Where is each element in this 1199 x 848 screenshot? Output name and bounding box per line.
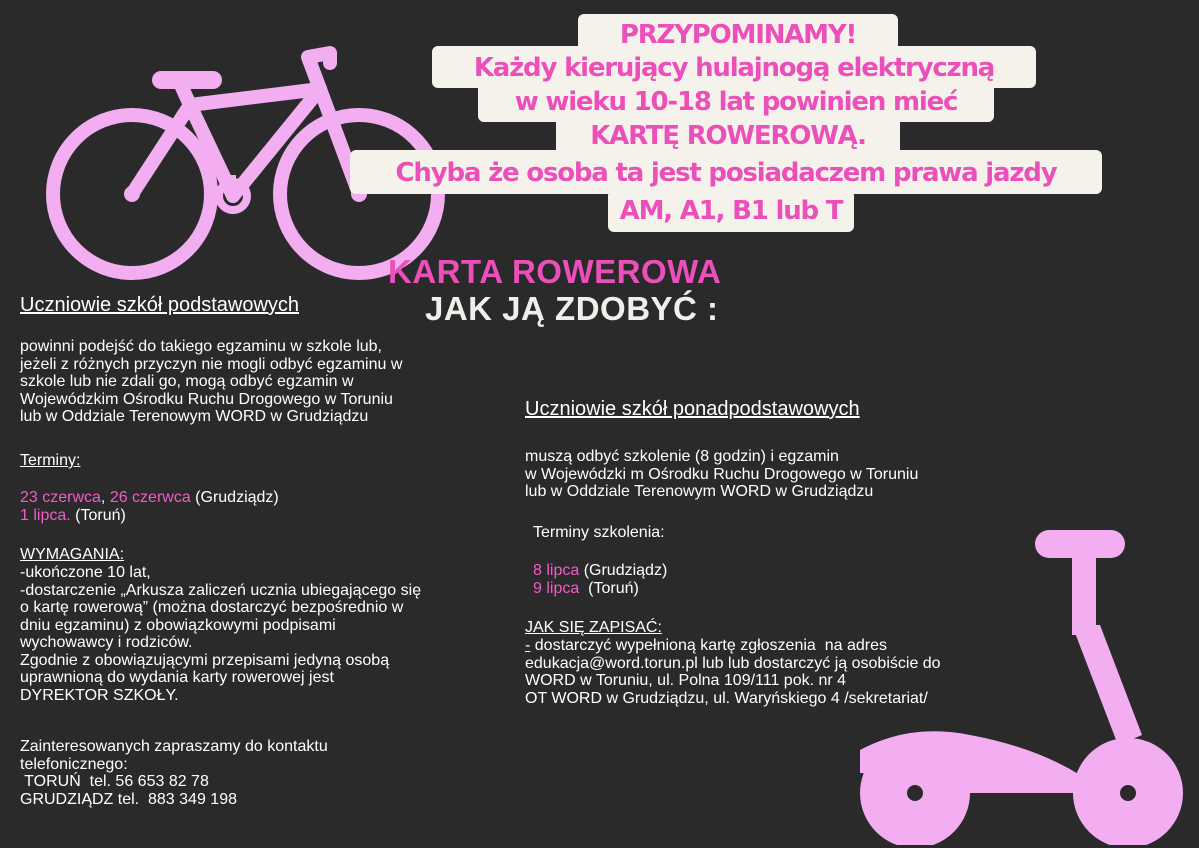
signup-line: OT WORD w Grudziądzu, ul. Waryńskiego 4 /sekretariat/: [525, 689, 928, 707]
primary-terms-label: Terminy:: [20, 452, 81, 469]
primary-intro-line: Wojewódzkim Ośrodku Ruchu Drogowego w Toruniu: [20, 390, 393, 408]
signup-email-line[interactable]: edukacja@word.torun.pl lub lub dostarczyć ją osobiście do: [525, 654, 941, 672]
term-date: 1 lipca.: [20, 506, 71, 524]
signup-text: dostarczyć wypełnioną kartę zgłoszenia na adres: [530, 637, 887, 654]
secondary-terms: [533, 562, 667, 597]
signup-label: JAK SIĘ ZAPISAĆ:: [525, 619, 662, 636]
primary-intro-line: lub w Oddziale Terenowym WORD w Grudziądzu: [20, 408, 369, 425]
secondary-intro: [525, 448, 918, 501]
term-date: 23 czerwca: [20, 489, 101, 506]
requirement-line: o kartę rowerową” (można dostarczyć bezpośrednio w: [20, 599, 404, 616]
requirement-line: dniu egzaminu) z obowiązkowymi podpisami: [20, 616, 336, 634]
contact-phone-torun[interactable]: TORUŃ tel. 56 653 82 78: [20, 773, 209, 790]
primary-intro: [20, 338, 402, 426]
contact-line: telefonicznego:: [20, 755, 128, 773]
term-place: (Toruń): [579, 579, 639, 597]
signup-instructions: [525, 637, 941, 707]
requirements-label: WYMAGANIA:: [20, 546, 125, 563]
secondary-terms-label: Terminy szkolenia:: [533, 524, 665, 541]
term-date: 9 lipca: [533, 579, 580, 597]
signup-line: WORD w Toruniu, ul. Polna 109/111 pok. nr 4: [525, 672, 847, 689]
requirements-list: [20, 564, 421, 704]
secondary-intro-line: muszą odbyć szkolenie (8 godzin) i egzamin: [525, 448, 839, 465]
secondary-intro-line: w Wojewódzki m Ośrodku Ruchu Drogowego w Toruniu: [525, 465, 919, 483]
requirement-line: DYREKTOR SZKOŁY.: [20, 686, 179, 704]
term-date: 26 czerwca: [109, 489, 191, 506]
term-place: (Toruń): [70, 506, 126, 524]
notice-line-5: Chyba że osoba ta jest posiadaczem prawa jazdy: [395, 158, 1057, 188]
requirement-line: -dostarczenie „Arkusza zaliczeń ucznia ubiegającego się: [20, 581, 422, 599]
term-separator: ,: [100, 489, 110, 506]
term-place: (Grudziądz): [579, 562, 668, 579]
contact-phone-grudziadz[interactable]: GRUDZIĄDZ tel. 883 349 198: [20, 790, 237, 808]
contact-line: Zainteresowanych zapraszamy do kontaktu: [20, 738, 328, 755]
primary-intro-line: jeżeli z różnych przyczyn nie mogli odbyć egzaminu w: [20, 355, 403, 373]
requirement-line: -ukończone 10 lat,: [20, 564, 151, 581]
secondary-term-row: [533, 562, 667, 580]
primary-term-row: [20, 489, 279, 507]
notice-line-4: KARTĘ ROWEROWĄ.: [590, 121, 866, 151]
primary-heading: Uczniowie szkół podstawowych: [20, 294, 300, 316]
notice-line-1: PRZYPOMINAMY!: [619, 20, 857, 50]
signup-line: [525, 637, 941, 655]
requirement-line: uprawnioną do wydania karty rowerowej jest: [20, 669, 334, 686]
page-subtitle: JAK JĄ ZDOBYĆ :: [425, 290, 719, 327]
secondary-intro-line: lub w Oddziale Terenowym WORD w Grudziądzu: [525, 483, 874, 500]
requirement-line: Zgodnie z obowiązującymi przepisami jedyną osobą: [20, 651, 390, 669]
page-title: KARTA ROWEROWA: [388, 253, 722, 290]
primary-intro-line: szkole lub nie zdali go, mogą odbyć egzamin w: [20, 373, 354, 390]
contact-info: [20, 738, 328, 808]
notice-line-3: w wieku 10-18 lat powinien mieć: [514, 87, 958, 117]
notice-line-2: Każdy kierujący hulajnogą elektryczną: [473, 53, 995, 83]
notice-line-6: AM, A1, B1 lub T: [619, 196, 843, 226]
term-place: (Grudziądz): [190, 489, 279, 506]
term-date: 8 lipca: [533, 562, 580, 579]
secondary-heading: Uczniowie szkół ponadpodstawowych: [525, 398, 860, 420]
secondary-term-row: [533, 580, 667, 598]
primary-term-row: [20, 507, 279, 525]
requirement-line: wychowawcy i rodziców.: [20, 634, 193, 651]
signup-dash: -: [525, 637, 531, 654]
primary-terms: [20, 489, 279, 524]
primary-intro-line: powinni podejść do takiego egzaminu w szkole lub,: [20, 338, 382, 355]
